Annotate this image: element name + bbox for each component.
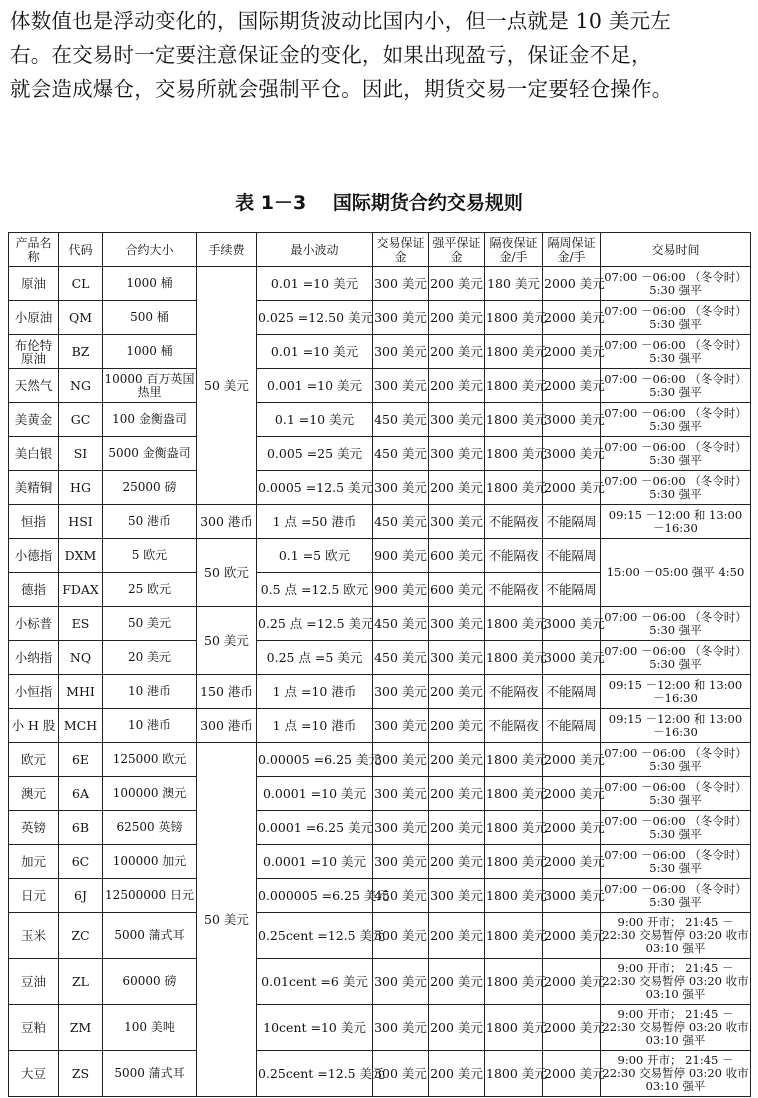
cell-liquidation: 200 美元	[429, 811, 485, 845]
cell-tick: 0.0005 =12.5 美元	[257, 471, 373, 505]
cell-size: 12500000 日元	[103, 879, 197, 913]
table-row	[9, 641, 751, 675]
cell-size: 100 美吨	[103, 1005, 197, 1051]
cell-name: 豆油	[9, 959, 59, 1005]
cell-code: CL	[59, 267, 103, 301]
cell-liquidation: 600 美元	[429, 573, 485, 607]
cell-name: 原油	[9, 267, 59, 301]
header-overnight: 隔夜保证金/手	[485, 233, 543, 267]
cell-overnight: 1800 美元	[485, 471, 543, 505]
cell-weekend: 3000 美元	[543, 879, 601, 913]
cell-margin: 300 美元	[373, 267, 429, 301]
cell-name: 天然气	[9, 369, 59, 403]
cell-weekend: 2000 美元	[543, 267, 601, 301]
header-hours: 交易时间	[601, 233, 751, 267]
cell-margin: 900 美元	[373, 539, 429, 573]
cell-code: 6B	[59, 811, 103, 845]
cell-overnight: 不能隔夜	[485, 539, 543, 573]
table-row	[9, 471, 751, 505]
cell-margin: 300 美元	[373, 959, 429, 1005]
cell-code: GC	[59, 403, 103, 437]
cell-liquidation: 200 美元	[429, 1005, 485, 1051]
cell-weekend: 不能隔周	[543, 709, 601, 743]
cell-liquidation: 200 美元	[429, 743, 485, 777]
cell-hours: 07:00 －06:00 （冬令时）5:30 强平	[601, 403, 751, 437]
cell-tick: 0.5 点 =12.5 欧元	[257, 573, 373, 607]
cell-weekend: 2000 美元	[543, 777, 601, 811]
table-row	[9, 675, 751, 709]
cell-fee: 300 港币	[197, 505, 257, 539]
cell-tick: 1 点 =10 港币	[257, 709, 373, 743]
cell-liquidation: 200 美元	[429, 777, 485, 811]
body-paragraph	[10, 4, 752, 106]
cell-size: 60000 磅	[103, 959, 197, 1005]
cell-tick: 10cent =10 美元	[257, 1005, 373, 1051]
cell-tick: 1 点 =10 港币	[257, 675, 373, 709]
cell-code: MHI	[59, 675, 103, 709]
paragraph-line: 就会造成爆仓，交易所就会强制平仓。因此，期货交易一定要轻仓操作。	[10, 77, 673, 101]
cell-size: 25 欧元	[103, 573, 197, 607]
cell-tick: 0.0001 =10 美元	[257, 845, 373, 879]
cell-name: 美白银	[9, 437, 59, 471]
cell-name: 英镑	[9, 811, 59, 845]
cell-overnight: 1800 美元	[485, 403, 543, 437]
cell-margin: 450 美元	[373, 403, 429, 437]
cell-hours: 07:00 －06:00 （冬令时）5:30 强平	[601, 335, 751, 369]
cell-tick: 0.0001 =10 美元	[257, 777, 373, 811]
futures-rules-table	[8, 232, 751, 1097]
cell-hours: 07:00 －06:00 （冬令时）5:30 强平	[601, 879, 751, 913]
cell-liquidation: 200 美元	[429, 845, 485, 879]
cell-hours: 07:00 －06:00 （冬令时）5:30 强平	[601, 369, 751, 403]
cell-weekend: 2000 美元	[543, 471, 601, 505]
cell-margin: 450 美元	[373, 641, 429, 675]
table-row	[9, 437, 751, 471]
cell-code: QM	[59, 301, 103, 335]
cell-overnight: 不能隔夜	[485, 709, 543, 743]
cell-tick: 0.1 =5 欧元	[257, 539, 373, 573]
table-row	[9, 539, 751, 573]
cell-liquidation: 200 美元	[429, 471, 485, 505]
cell-weekend: 不能隔周	[543, 573, 601, 607]
header-fee: 手续费	[197, 233, 257, 267]
cell-fee: 300 港币	[197, 709, 257, 743]
cell-name: 布伦特原油	[9, 335, 59, 369]
cell-hours: 07:00 －06:00 （冬令时）5:30 强平	[601, 811, 751, 845]
paragraph-line: 体数值也是浮动变化的，国际期货波动比国内小，但一点就是 10 美元左	[10, 9, 671, 33]
cell-weekend: 2000 美元	[543, 811, 601, 845]
cell-liquidation: 200 美元	[429, 913, 485, 959]
cell-code: NG	[59, 369, 103, 403]
header-row	[9, 233, 751, 267]
table-row	[9, 913, 751, 959]
cell-size: 10 港币	[103, 709, 197, 743]
cell-fee: 50 欧元	[197, 539, 257, 607]
cell-weekend: 2000 美元	[543, 1005, 601, 1051]
cell-size: 5000 金衡盎司	[103, 437, 197, 471]
cell-overnight: 1800 美元	[485, 879, 543, 913]
cell-code: BZ	[59, 335, 103, 369]
cell-code: ZS	[59, 1051, 103, 1097]
cell-size: 500 桶	[103, 301, 197, 335]
cell-tick: 0.000005 =6.25 美元	[257, 879, 373, 913]
paragraph-line: 右。在交易时一定要注意保证金的变化，如果出现盈亏，保证金不足，	[10, 43, 652, 67]
table-row	[9, 267, 751, 301]
table-row	[9, 777, 751, 811]
cell-tick: 0.005 =25 美元	[257, 437, 373, 471]
cell-hours: 9:00 开市； 21:45 －22:30 交易暂停 03:20 收市 03:10 强平	[601, 1005, 751, 1051]
cell-weekend: 2000 美元	[543, 1051, 601, 1097]
cell-margin: 300 美元	[373, 335, 429, 369]
cell-margin: 300 美元	[373, 811, 429, 845]
cell-name: 澳元	[9, 777, 59, 811]
cell-margin: 300 美元	[373, 845, 429, 879]
cell-size: 25000 磅	[103, 471, 197, 505]
cell-name: 德指	[9, 573, 59, 607]
cell-overnight: 不能隔夜	[485, 675, 543, 709]
cell-weekend: 2000 美元	[543, 845, 601, 879]
cell-liquidation: 200 美元	[429, 301, 485, 335]
cell-code: ZL	[59, 959, 103, 1005]
table-caption	[0, 188, 758, 215]
cell-fee: 50 美元	[197, 607, 257, 675]
cell-hours: 07:00 －06:00 （冬令时）5:30 强平	[601, 607, 751, 641]
cell-liquidation: 200 美元	[429, 267, 485, 301]
cell-size: 100 金衡盎司	[103, 403, 197, 437]
cell-tick: 1 点 =50 港币	[257, 505, 373, 539]
cell-weekend: 不能隔周	[543, 675, 601, 709]
cell-weekend: 3000 美元	[543, 437, 601, 471]
cell-liquidation: 200 美元	[429, 335, 485, 369]
cell-name: 日元	[9, 879, 59, 913]
cell-hours: 07:00 －06:00 （冬令时）5:30 强平	[601, 267, 751, 301]
cell-hours: 9:00 开市； 21:45 －22:30 交易暂停 03:20 收市 03:10 强平	[601, 959, 751, 1005]
cell-liquidation: 300 美元	[429, 879, 485, 913]
table-number: 表 1－3	[235, 192, 307, 214]
cell-size: 20 美元	[103, 641, 197, 675]
cell-hours: 07:00 －06:00 （冬令时）5:30 强平	[601, 437, 751, 471]
cell-code: HSI	[59, 505, 103, 539]
cell-tick: 0.01cent =6 美元	[257, 959, 373, 1005]
table-row	[9, 845, 751, 879]
cell-liquidation: 200 美元	[429, 959, 485, 1005]
cell-code: ZC	[59, 913, 103, 959]
cell-weekend: 2000 美元	[543, 743, 601, 777]
cell-hours: 07:00 －06:00 （冬令时）5:30 强平	[601, 845, 751, 879]
header-liquidation: 强平保证金	[429, 233, 485, 267]
cell-name: 豆粕	[9, 1005, 59, 1051]
cell-liquidation: 300 美元	[429, 505, 485, 539]
cell-weekend: 3000 美元	[543, 403, 601, 437]
cell-name: 小原油	[9, 301, 59, 335]
header-margin: 交易保证金	[373, 233, 429, 267]
cell-hours: 09:15 －12:00 和 13:00 －16:30	[601, 709, 751, 743]
cell-weekend: 不能隔周	[543, 505, 601, 539]
cell-margin: 300 美元	[373, 675, 429, 709]
cell-code: ZM	[59, 1005, 103, 1051]
cell-fee: 50 美元	[197, 743, 257, 1097]
cell-margin: 300 美元	[373, 471, 429, 505]
cell-size: 100000 澳元	[103, 777, 197, 811]
cell-size: 10000 百万英国热里	[103, 369, 197, 403]
cell-code: MCH	[59, 709, 103, 743]
cell-code: HG	[59, 471, 103, 505]
cell-liquidation: 200 美元	[429, 709, 485, 743]
cell-margin: 450 美元	[373, 505, 429, 539]
cell-hours: 07:00 －06:00 （冬令时）5:30 强平	[601, 471, 751, 505]
cell-margin: 300 美元	[373, 301, 429, 335]
table-row	[9, 1051, 751, 1097]
cell-overnight: 1800 美元	[485, 369, 543, 403]
cell-hours: 07:00 －06:00 （冬令时）5:30 强平	[601, 641, 751, 675]
cell-code: ES	[59, 607, 103, 641]
cell-code: SI	[59, 437, 103, 471]
cell-overnight: 1800 美元	[485, 913, 543, 959]
cell-size: 5000 蒲式耳	[103, 913, 197, 959]
cell-tick: 0.01 =10 美元	[257, 335, 373, 369]
header-code: 代码	[59, 233, 103, 267]
cell-overnight: 1800 美元	[485, 1051, 543, 1097]
table-row	[9, 811, 751, 845]
cell-margin: 900 美元	[373, 573, 429, 607]
cell-margin: 450 美元	[373, 437, 429, 471]
cell-size: 5000 蒲式耳	[103, 1051, 197, 1097]
cell-code: 6E	[59, 743, 103, 777]
cell-liquidation: 600 美元	[429, 539, 485, 573]
cell-hours: 07:00 －06:00 （冬令时）5:30 强平	[601, 777, 751, 811]
cell-code: DXM	[59, 539, 103, 573]
cell-name: 小德指	[9, 539, 59, 573]
table-row	[9, 959, 751, 1005]
table-row	[9, 709, 751, 743]
cell-tick: 0.25cent =12.5 美元	[257, 913, 373, 959]
cell-liquidation: 300 美元	[429, 403, 485, 437]
cell-weekend: 3000 美元	[543, 607, 601, 641]
cell-overnight: 1800 美元	[485, 1005, 543, 1051]
cell-name: 小恒指	[9, 675, 59, 709]
table-row	[9, 607, 751, 641]
cell-tick: 0.0001 =6.25 美元	[257, 811, 373, 845]
cell-code: 6C	[59, 845, 103, 879]
cell-name: 小纳指	[9, 641, 59, 675]
cell-hours: 9:00 开市； 21:45 －22:30 交易暂停 03:20 收市 03:10 强平	[601, 913, 751, 959]
table-title: 国际期货合约交易规则	[332, 192, 523, 214]
table-row	[9, 1005, 751, 1051]
cell-weekend: 2000 美元	[543, 369, 601, 403]
header-size: 合约大小	[103, 233, 197, 267]
cell-liquidation: 200 美元	[429, 1051, 485, 1097]
cell-tick: 0.25cent =12.5 美元	[257, 1051, 373, 1097]
cell-code: 6A	[59, 777, 103, 811]
cell-size: 50 美元	[103, 607, 197, 641]
cell-overnight: 1800 美元	[485, 607, 543, 641]
cell-liquidation: 200 美元	[429, 369, 485, 403]
cell-size: 10 港币	[103, 675, 197, 709]
table-row	[9, 301, 751, 335]
cell-margin: 300 美元	[373, 1051, 429, 1097]
cell-hours: 09:15 －12:00 和 13:00 －16:30	[601, 675, 751, 709]
cell-tick: 0.025 =12.50 美元	[257, 301, 373, 335]
cell-tick: 0.1 =10 美元	[257, 403, 373, 437]
cell-liquidation: 200 美元	[429, 675, 485, 709]
cell-hours: 09:15 －12:00 和 13:00 －16:30	[601, 505, 751, 539]
cell-size: 50 港币	[103, 505, 197, 539]
cell-weekend: 不能隔周	[543, 539, 601, 573]
cell-size: 1000 桶	[103, 267, 197, 301]
cell-margin: 300 美元	[373, 913, 429, 959]
cell-overnight: 1800 美元	[485, 743, 543, 777]
cell-code: 6J	[59, 879, 103, 913]
cell-fee: 150 港币	[197, 675, 257, 709]
table-row	[9, 743, 751, 777]
cell-liquidation: 300 美元	[429, 641, 485, 675]
cell-weekend: 2000 美元	[543, 959, 601, 1005]
cell-size: 100000 加元	[103, 845, 197, 879]
cell-code: FDAX	[59, 573, 103, 607]
cell-liquidation: 300 美元	[429, 437, 485, 471]
cell-margin: 300 美元	[373, 369, 429, 403]
cell-size: 1000 桶	[103, 335, 197, 369]
cell-margin: 300 美元	[373, 777, 429, 811]
cell-name: 大豆	[9, 1051, 59, 1097]
cell-overnight: 180 美元	[485, 267, 543, 301]
cell-weekend: 2000 美元	[543, 301, 601, 335]
cell-overnight: 1800 美元	[485, 811, 543, 845]
cell-margin: 450 美元	[373, 879, 429, 913]
cell-overnight: 1800 美元	[485, 845, 543, 879]
cell-overnight: 1800 美元	[485, 301, 543, 335]
cell-tick: 0.00005 =6.25 美元	[257, 743, 373, 777]
cell-hours: 15:00 －05:00 强平 4:50	[601, 539, 751, 607]
header-weekend: 隔周保证金/手	[543, 233, 601, 267]
cell-code: NQ	[59, 641, 103, 675]
cell-weekend: 2000 美元	[543, 913, 601, 959]
cell-name: 加元	[9, 845, 59, 879]
table-row	[9, 505, 751, 539]
cell-margin: 300 美元	[373, 743, 429, 777]
cell-tick: 0.25 点 =12.5 美元	[257, 607, 373, 641]
header-name: 产品名称	[9, 233, 59, 267]
cell-name: 欧元	[9, 743, 59, 777]
cell-size: 125000 欧元	[103, 743, 197, 777]
cell-overnight: 1800 美元	[485, 641, 543, 675]
cell-hours: 9:00 开市； 21:45 －22:30 交易暂停 03:20 收市 03:10 强平	[601, 1051, 751, 1097]
cell-name: 美黄金	[9, 403, 59, 437]
cell-fee: 50 美元	[197, 267, 257, 505]
cell-overnight: 不能隔夜	[485, 573, 543, 607]
table-row	[9, 403, 751, 437]
cell-size: 62500 英镑	[103, 811, 197, 845]
table-row	[9, 879, 751, 913]
cell-hours: 07:00 －06:00 （冬令时）5:30 强平	[601, 301, 751, 335]
cell-margin: 300 美元	[373, 1005, 429, 1051]
cell-tick: 0.25 点 =5 美元	[257, 641, 373, 675]
cell-overnight: 1800 美元	[485, 959, 543, 1005]
cell-hours: 07:00 －06:00 （冬令时）5:30 强平	[601, 743, 751, 777]
cell-overnight: 1800 美元	[485, 335, 543, 369]
table-row	[9, 369, 751, 403]
cell-name: 玉米	[9, 913, 59, 959]
cell-liquidation: 300 美元	[429, 607, 485, 641]
cell-tick: 0.01 =10 美元	[257, 267, 373, 301]
cell-name: 小标普	[9, 607, 59, 641]
cell-overnight: 不能隔夜	[485, 505, 543, 539]
cell-tick: 0.001 =10 美元	[257, 369, 373, 403]
cell-size: 5 欧元	[103, 539, 197, 573]
cell-margin: 450 美元	[373, 607, 429, 641]
cell-weekend: 3000 美元	[543, 641, 601, 675]
header-tick: 最小波动	[257, 233, 373, 267]
cell-overnight: 1800 美元	[485, 437, 543, 471]
cell-name: 恒指	[9, 505, 59, 539]
cell-name: 美精铜	[9, 471, 59, 505]
cell-name: 小 H 股	[9, 709, 59, 743]
cell-weekend: 2000 美元	[543, 335, 601, 369]
table-row	[9, 335, 751, 369]
cell-margin: 300 美元	[373, 709, 429, 743]
cell-overnight: 1800 美元	[485, 777, 543, 811]
